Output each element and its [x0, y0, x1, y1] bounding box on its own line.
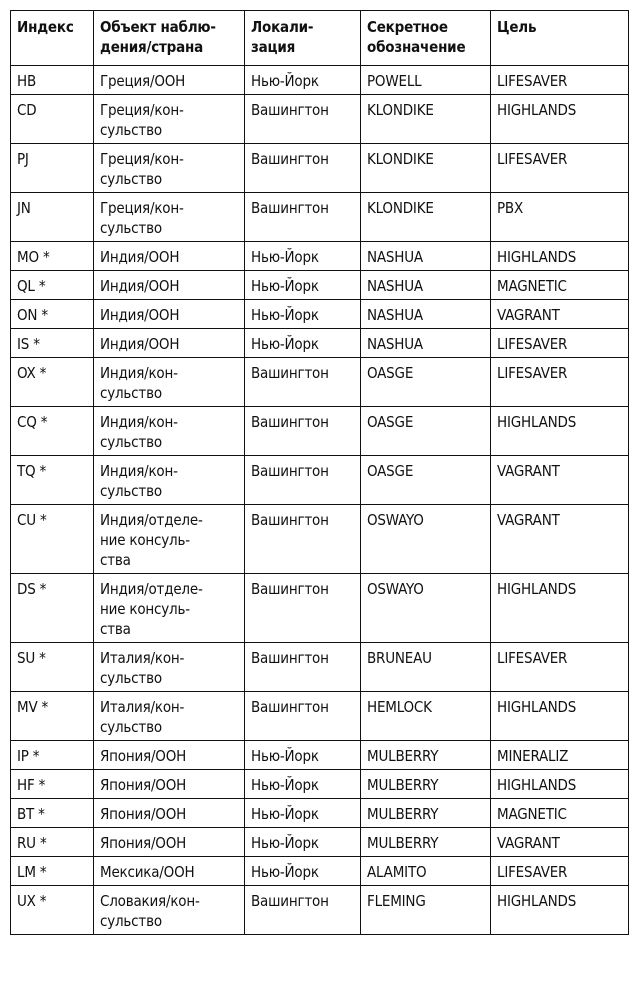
object-country-cell: Мексика/ООН [94, 857, 245, 886]
index-cell: QL * [11, 271, 94, 300]
codename-cell: OSWAYO [361, 505, 491, 574]
codename-cell: KLONDIKE [361, 95, 491, 144]
table-row [11, 828, 629, 857]
target-cell: LIFESAVER [491, 358, 629, 407]
index-cell: MO * [11, 242, 94, 271]
target-cell: MINERALIZ [491, 741, 629, 770]
object-country-cell: Индия/ООН [94, 271, 245, 300]
table-row [11, 358, 629, 407]
index-cell: TQ * [11, 456, 94, 505]
codename-cell: OASGE [361, 358, 491, 407]
table-header-row [11, 11, 629, 66]
target-cell: VAGRANT [491, 456, 629, 505]
surveillance-targets-document [10, 10, 628, 935]
location-cell: Вашингтон [245, 407, 361, 456]
index-cell: PJ [11, 144, 94, 193]
table-row [11, 329, 629, 358]
location-cell: Нью-Йорк [245, 66, 361, 95]
index-cell: MV * [11, 692, 94, 741]
location-cell: Нью-Йорк [245, 271, 361, 300]
header-index: Индекс [11, 11, 94, 66]
object-country-cell: Греция/кон- сульство [94, 95, 245, 144]
codename-cell: FLEMING [361, 886, 491, 935]
index-cell: RU * [11, 828, 94, 857]
index-cell: HB [11, 66, 94, 95]
table-row [11, 741, 629, 770]
object-country-cell: Греция/кон- сульство [94, 193, 245, 242]
table-row [11, 271, 629, 300]
target-cell: MAGNETIC [491, 271, 629, 300]
table-row [11, 574, 629, 643]
object-country-cell: Индия/ООН [94, 242, 245, 271]
object-country-cell: Греция/кон- сульство [94, 144, 245, 193]
object-country-cell: Япония/ООН [94, 741, 245, 770]
codename-cell: OASGE [361, 456, 491, 505]
table-row [11, 770, 629, 799]
table-row [11, 144, 629, 193]
codename-cell: NASHUA [361, 300, 491, 329]
header-location: Локали- зация [245, 11, 361, 66]
table-body [11, 66, 629, 935]
codename-cell: NASHUA [361, 271, 491, 300]
index-cell: BT * [11, 799, 94, 828]
codename-cell: HEMLOCK [361, 692, 491, 741]
index-cell: JN [11, 193, 94, 242]
object-country-cell: Япония/ООН [94, 770, 245, 799]
location-cell: Вашингтон [245, 193, 361, 242]
object-country-cell: Индия/кон- сульство [94, 407, 245, 456]
target-cell: VAGRANT [491, 828, 629, 857]
location-cell: Вашингтон [245, 505, 361, 574]
object-country-cell: Индия/отделе- ние консуль- ства [94, 505, 245, 574]
index-cell: IS * [11, 329, 94, 358]
location-cell: Вашингтон [245, 144, 361, 193]
location-cell: Нью-Йорк [245, 828, 361, 857]
target-cell: LIFESAVER [491, 329, 629, 358]
target-cell: LIFESAVER [491, 857, 629, 886]
index-cell: OX * [11, 358, 94, 407]
target-cell: HIGHLANDS [491, 95, 629, 144]
target-cell: MAGNETIC [491, 799, 629, 828]
header-object-country: Объект наблю- дения/страна [94, 11, 245, 66]
table-row [11, 242, 629, 271]
target-cell: PBX [491, 193, 629, 242]
index-cell: CU * [11, 505, 94, 574]
table-row [11, 300, 629, 329]
location-cell: Вашингтон [245, 456, 361, 505]
table-row [11, 643, 629, 692]
object-country-cell: Италия/кон- сульство [94, 692, 245, 741]
location-cell: Вашингтон [245, 886, 361, 935]
object-country-cell: Греция/ООН [94, 66, 245, 95]
table-row [11, 456, 629, 505]
location-cell: Вашингтон [245, 692, 361, 741]
targets-table [10, 10, 629, 935]
codename-cell: MULBERRY [361, 770, 491, 799]
index-cell: SU * [11, 643, 94, 692]
target-cell: LIFESAVER [491, 144, 629, 193]
index-cell: HF * [11, 770, 94, 799]
target-cell: HIGHLANDS [491, 242, 629, 271]
index-cell: DS * [11, 574, 94, 643]
object-country-cell: Япония/ООН [94, 828, 245, 857]
codename-cell: KLONDIKE [361, 144, 491, 193]
object-country-cell: Индия/ООН [94, 329, 245, 358]
target-cell: LIFESAVER [491, 66, 629, 95]
codename-cell: OSWAYO [361, 574, 491, 643]
table-row [11, 886, 629, 935]
location-cell: Вашингтон [245, 95, 361, 144]
location-cell: Нью-Йорк [245, 242, 361, 271]
target-cell: HIGHLANDS [491, 407, 629, 456]
codename-cell: NASHUA [361, 242, 491, 271]
index-cell: IP * [11, 741, 94, 770]
codename-cell: BRUNEAU [361, 643, 491, 692]
header-target: Цель [491, 11, 629, 66]
location-cell: Нью-Йорк [245, 857, 361, 886]
table-row [11, 95, 629, 144]
table-row [11, 193, 629, 242]
object-country-cell: Индия/ООН [94, 300, 245, 329]
object-country-cell: Словакия/кон- сульство [94, 886, 245, 935]
codename-cell: ALAMITO [361, 857, 491, 886]
header-codename: Секретное обозначение [361, 11, 491, 66]
index-cell: CQ * [11, 407, 94, 456]
target-cell: HIGHLANDS [491, 770, 629, 799]
codename-cell: MULBERRY [361, 799, 491, 828]
index-cell: LM * [11, 857, 94, 886]
codename-cell: KLONDIKE [361, 193, 491, 242]
codename-cell: OASGE [361, 407, 491, 456]
object-country-cell: Индия/кон- сульство [94, 456, 245, 505]
index-cell: ON * [11, 300, 94, 329]
target-cell: VAGRANT [491, 505, 629, 574]
object-country-cell: Япония/ООН [94, 799, 245, 828]
location-cell: Вашингтон [245, 358, 361, 407]
table-row [11, 407, 629, 456]
target-cell: HIGHLANDS [491, 886, 629, 935]
codename-cell: MULBERRY [361, 828, 491, 857]
table-row [11, 66, 629, 95]
location-cell: Вашингтон [245, 574, 361, 643]
table-row [11, 857, 629, 886]
target-cell: HIGHLANDS [491, 692, 629, 741]
location-cell: Нью-Йорк [245, 799, 361, 828]
target-cell: HIGHLANDS [491, 574, 629, 643]
table-row [11, 692, 629, 741]
location-cell: Вашингтон [245, 643, 361, 692]
object-country-cell: Италия/кон- сульство [94, 643, 245, 692]
location-cell: Нью-Йорк [245, 329, 361, 358]
codename-cell: NASHUA [361, 329, 491, 358]
object-country-cell: Индия/отделе- ние консуль- ства [94, 574, 245, 643]
object-country-cell: Индия/кон- сульство [94, 358, 245, 407]
location-cell: Нью-Йорк [245, 770, 361, 799]
table-row [11, 505, 629, 574]
index-cell: CD [11, 95, 94, 144]
target-cell: LIFESAVER [491, 643, 629, 692]
index-cell: UX * [11, 886, 94, 935]
table-row [11, 799, 629, 828]
location-cell: Нью-Йорк [245, 741, 361, 770]
target-cell: VAGRANT [491, 300, 629, 329]
codename-cell: MULBERRY [361, 741, 491, 770]
location-cell: Нью-Йорк [245, 300, 361, 329]
codename-cell: POWELL [361, 66, 491, 95]
